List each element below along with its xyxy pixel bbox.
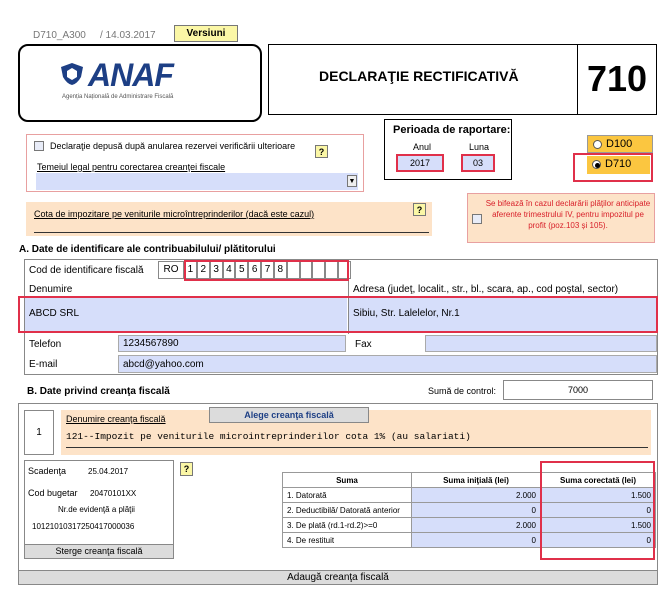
reporting-period-title: Perioada de raportare: (393, 124, 511, 136)
legal-basis-select[interactable] (36, 173, 358, 190)
email-label: E-mail (29, 359, 58, 370)
title-box (268, 44, 578, 115)
reserve-checkbox-label: Declaraţie depusă după anularea rezervei verificării ulterioare (50, 141, 296, 151)
fiscal-code-digit[interactable]: 2 (197, 261, 210, 279)
year-label: Anul (413, 142, 432, 152)
row-label: 1. Datorată (283, 488, 412, 503)
micro-tax-panel (26, 202, 432, 236)
choose-claim-button[interactable]: Alege creanţa fiscală (209, 407, 369, 423)
corrected-amount[interactable]: 1.500 (541, 518, 656, 533)
claim-name-value[interactable]: 121--Impozit pe veniturile microintreprinderilor cota 1% (au salariati) (66, 431, 471, 442)
form-number: 710 (577, 44, 657, 115)
advance-payment-note: Se bifează în cazul declarării plăţilor anticipate aferente trimestrului IV, pentru impozitul pe profit (poz.103 și 105). (485, 199, 651, 230)
micro-tax-label: Cota de impozitare pe veniturile microîntreprinderilor (dacă este cazul) (34, 209, 315, 219)
column-header: Suma corectată (lei) (541, 473, 656, 488)
corrected-amount[interactable]: 1.500 (541, 488, 656, 503)
budget-code-value[interactable]: 20470101XX (90, 489, 137, 498)
fiscal-code-label: Cod de identificare fiscală (29, 265, 144, 276)
fiscal-code-prefix: RO (158, 261, 184, 279)
fiscal-code-digit[interactable]: 8 (274, 261, 287, 279)
control-sum-label: Sumă de control: (428, 386, 497, 396)
help-icon[interactable]: ? (413, 203, 426, 216)
name-address-highlight (18, 296, 658, 333)
fax-input[interactable] (425, 335, 657, 352)
corrected-amount[interactable]: 0 (541, 533, 656, 548)
claim-name-panel (61, 410, 651, 455)
column-header: Suma iniţială (lei) (412, 473, 541, 488)
name-input[interactable]: ABCD SRL (25, 297, 347, 332)
email-input[interactable]: abcd@yahoo.com (118, 355, 657, 373)
due-date-label: Scadenţa (28, 466, 67, 476)
delete-claim-button[interactable]: Sterge creanţa fiscală (24, 544, 174, 559)
month-input[interactable]: 03 (461, 154, 495, 172)
page-title: DECLARAŢIE RECTIFICATIVĂ (319, 68, 519, 84)
fiscal-code-digit[interactable]: 1 (184, 261, 197, 279)
row-label: 4. De restituit (283, 533, 412, 548)
anaf-logo-subtitle: Agenția Națională de Administrare Fiscală (62, 94, 174, 100)
reserve-checkbox[interactable] (34, 141, 44, 151)
initial-amount[interactable]: 2.000 (412, 488, 541, 503)
help-icon[interactable]: ? (180, 462, 193, 476)
add-claim-button[interactable]: Adaugă creanţa fiscală (18, 570, 658, 585)
option-d100[interactable] (587, 135, 653, 153)
claim-name-line (66, 447, 648, 448)
versions-button[interactable]: Versiuni (174, 25, 238, 42)
form-date: / 14.03.2017 (100, 30, 156, 41)
initial-amount[interactable]: 0 (412, 533, 541, 548)
fiscal-code-digit[interactable]: 5 (235, 261, 248, 279)
address-input[interactable]: Sibiu, Str. Lalelelor, Nr.1 (349, 297, 657, 332)
section-a-title: A. Date de identificare ale contribuabilului/ plătitorului (19, 244, 276, 255)
legal-basis-label: Temeiul legal pentru corectarea creanţei fiscale (37, 162, 226, 172)
option-d100-label: D100 (606, 138, 633, 150)
option-d710[interactable] (587, 156, 650, 174)
row-label: 3. De plată (rd.1-rd.2)>=0 (283, 518, 412, 533)
section-b-title: B. Date privind creanţa fiscală (27, 386, 170, 397)
due-date-value[interactable]: 25.04.2017 (88, 467, 129, 476)
fiscal-code-digit[interactable]: 4 (223, 261, 236, 279)
claim-name-label: Denumire creanţa fiscală (66, 414, 166, 424)
payment-record-value[interactable]: 10121010317250417000036 (32, 522, 135, 531)
micro-tax-line (34, 232, 429, 233)
advance-payment-panel (467, 193, 655, 243)
advance-payment-checkbox[interactable] (472, 214, 482, 224)
control-sum-value: 7000 (503, 380, 653, 400)
claim-row-index: 1 (24, 410, 54, 455)
corrected-column-highlight (540, 461, 655, 560)
fiscal-code-digit[interactable]: 7 (261, 261, 274, 279)
row-label: 2. Deductibilă/ Datorată anterior (283, 503, 412, 518)
option-d710-label: D710 (605, 158, 632, 170)
budget-code-label: Cod bugetar (28, 488, 78, 498)
year-input[interactable]: 2017 (396, 154, 444, 172)
payment-record-label: Nr.de evidenţă a plăţii (58, 505, 135, 514)
legal-basis-panel (26, 134, 364, 192)
anaf-shield-icon (60, 62, 84, 86)
month-label: Luna (469, 142, 490, 152)
name-label: Denumire (29, 284, 73, 295)
phone-input[interactable]: 1234567890 (118, 335, 346, 352)
corrected-amount[interactable]: 0 (541, 503, 656, 518)
radio-icon (593, 140, 602, 149)
help-icon[interactable]: ? (315, 145, 328, 158)
initial-amount[interactable]: 2.000 (412, 518, 541, 533)
logo-box (18, 44, 262, 122)
reporting-period-box (384, 119, 512, 180)
column-header: Suma (283, 473, 412, 488)
fax-label: Fax (355, 339, 372, 350)
address-label: Adresa (judeţ, localit., str., bl., scara, ap., cod poştal, sector) (353, 284, 619, 295)
phone-label: Telefon (29, 339, 62, 350)
anaf-logo-text: ANAF (88, 57, 173, 93)
fiscal-code-digit[interactable]: 6 (248, 261, 261, 279)
initial-amount[interactable]: 0 (412, 503, 541, 518)
fiscal-code-digit[interactable]: 3 (210, 261, 223, 279)
fiscal-code-highlight (184, 260, 349, 281)
chevron-down-icon[interactable]: ▼ (347, 175, 357, 187)
radio-selected-icon (592, 160, 601, 169)
form-code: D710_A300 (33, 30, 86, 41)
